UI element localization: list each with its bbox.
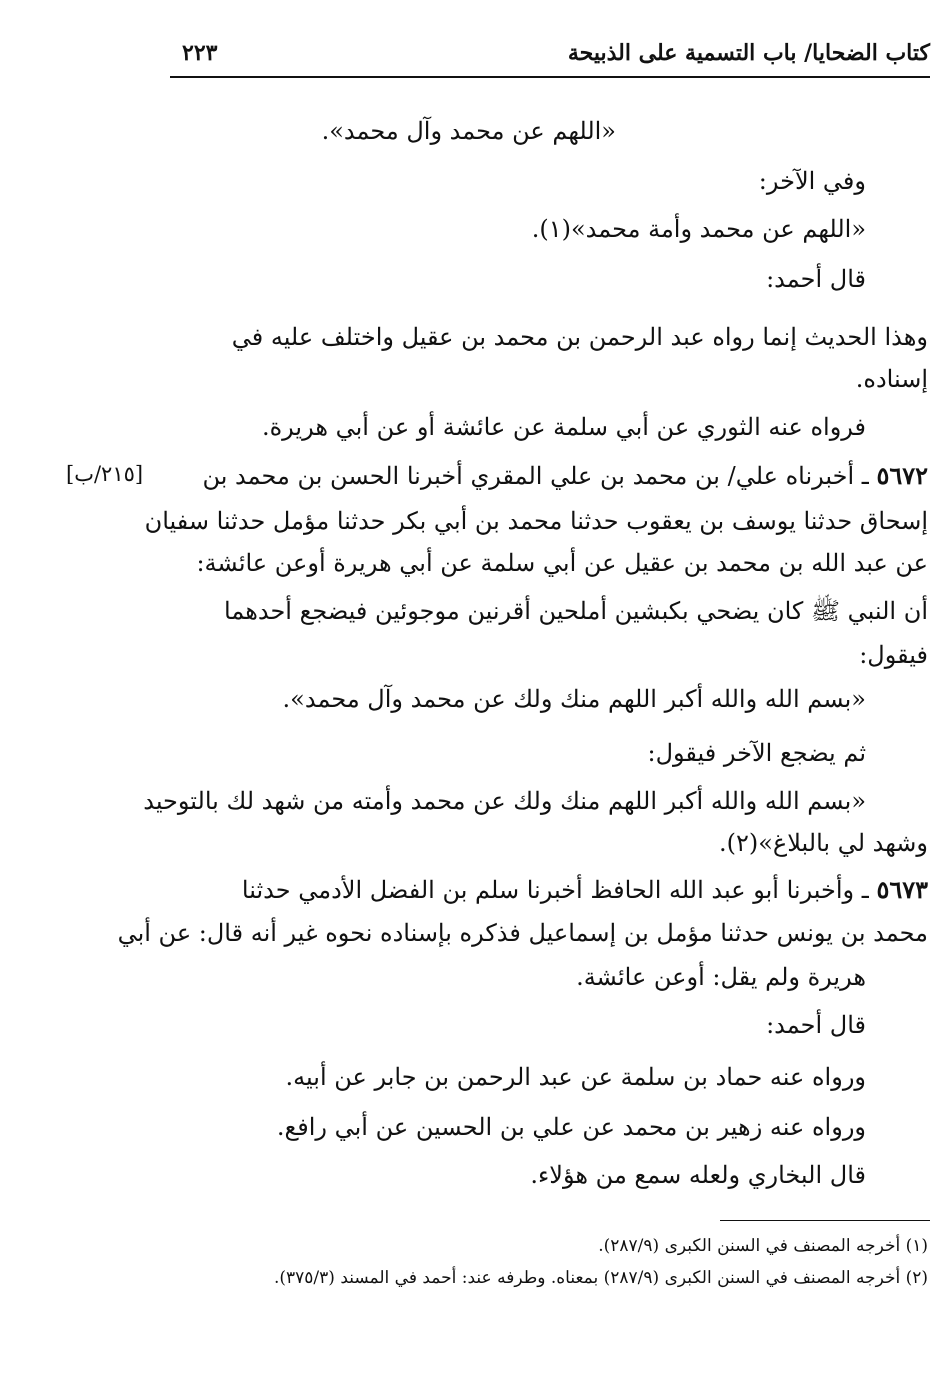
text-line: فرواه عنه الثوري عن أبي سلمة عن عائشة أو عن أبي هريرة. [261,413,866,441]
text-line: محمد بن يونس حدثنا مؤمل بن إسماعيل فذكره بإسناده نحوه غير أنه قال: عن أبي [117,919,928,947]
text-line: وشهد لي بالبلاغ»(٢). [718,829,928,857]
text-line: ثم يضجع الآخر فيقول: [647,739,866,767]
text-line: هريرة ولم يقل: أوعن عائشة. [576,963,866,991]
hadith-number: ٥٦٧٢ [876,461,928,490]
text-line: فيقول: [859,641,928,669]
hadith-number: ٥٦٧٣ [876,875,928,904]
text-line: وهذا الحديث إنما رواه عبد الرحمن بن محمد بن عقيل واختلف عليه في [231,323,928,351]
text-line: قال أحمد: [766,265,866,293]
text-line: ورواه عنه زهير بن محمد عن علي بن الحسين عن أبي رافع. [276,1113,866,1141]
margin-folio-note: [٢١٥/ب] [66,462,144,486]
hadith-text: ـ وأخبرنا أبو عبد الله الحافظ أخبرنا سلم بن الفضل الأدمي حدثنا [241,876,877,904]
text-line: إسناده. [855,365,928,393]
text-line: عن عبد الله بن محمد بن عقيل عن أبي سلمة عن أبي هريرة أوعن عائشة: [196,549,928,577]
text-line: إسحاق حدثنا يوسف بن يعقوب حدثنا محمد بن أبي بكر حدثنا مؤمل حدثنا سفيان [144,507,928,535]
hadith-heading [202,460,928,492]
page-header [170,36,930,78]
text-line: قال أحمد: [766,1011,866,1039]
text-line: قال البخاري ولعله سمع من هؤلاء. [530,1161,866,1189]
quote-line: «بسم الله والله أكبر اللهم منك ولك عن محمد وآل محمد». [282,685,866,713]
running-title: كتاب الضحايا/ باب التسمية على الذبيحة [567,40,930,66]
text-line: أن النبي ﷺ كان يضحي بكبشين أملحين أقرنين موجوئين فيضجع أحدهما [224,597,928,625]
hadith-text: ـ أخبرناه علي/ بن محمد بن علي المقري أخبرنا الحسن بن محمد بن [202,462,877,490]
text-line: ورواه عنه حماد بن سلمة عن عبد الرحمن بن جابر عن أبيه. [285,1063,866,1091]
footnote-1: (١) أخرجه المصنف في السنن الكبرى (٢٨٧/٩). [598,1236,928,1256]
quote-line: «اللهم عن محمد وآل محمد». [321,117,616,145]
hadith-heading [242,874,928,906]
text-line: وفي الآخر: [758,167,866,195]
page-number: ٢٢٣ [182,40,218,66]
footnote-divider [720,1220,930,1221]
quote-line: «بسم الله والله أكبر اللهم منك ولك عن محمد وأمته من شهد لك بالتوحيد [143,787,866,815]
quote-line: «اللهم عن محمد وأمة محمد»(١). [531,215,866,243]
footnote-2: (٢) أخرجه المصنف في السنن الكبرى (٢٨٧/٩) بمعناه. وطرفه عند: أحمد في المسند (٣٧٥/٣). [273,1268,928,1288]
